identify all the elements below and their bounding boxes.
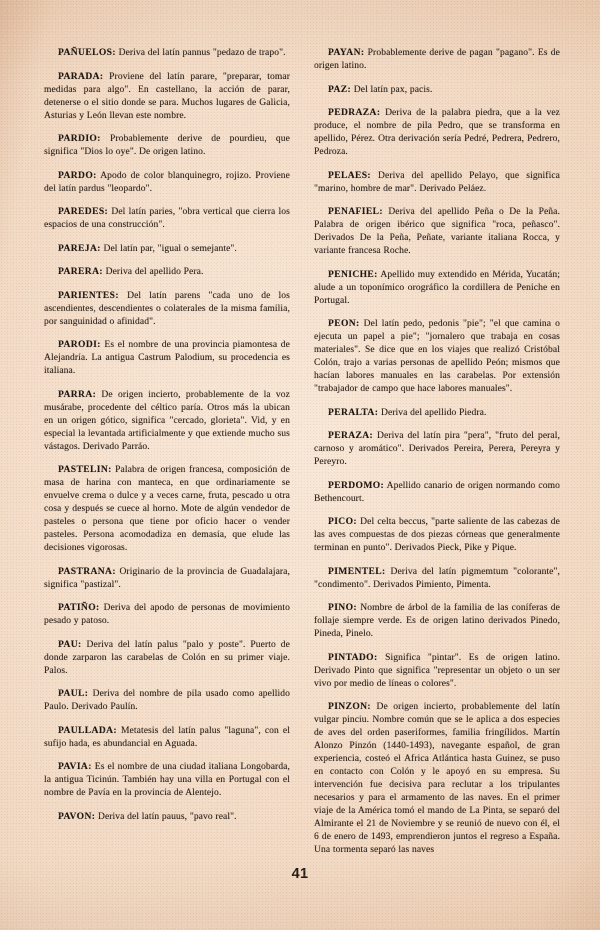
entry-headword: PASTELIN: [58, 464, 112, 475]
dictionary-entry [44, 388, 290, 453]
entry-definition: Deriva del latín palus "palo y poste". Puerto de donde zarparon las carabelas de Colón en su primer viaje. Palos. [44, 638, 290, 676]
entry-definition: Probablemente derive de pourdieu, que significa "Dios lo oye". De origen latino. [44, 133, 290, 157]
dictionary-entry [44, 132, 290, 158]
entry-definition: Deriva del apellido Pera. [102, 266, 204, 277]
entry-headword: PINO: [328, 602, 357, 613]
entry-definition: Originario de la provincia de Guadalajara, significa "pastizal". [44, 565, 290, 590]
entry-definition: Probablemente derive de pagan "pagano". Es de origen latino. [314, 47, 560, 71]
dictionary-entry [44, 289, 290, 328]
entry-headword: PAVIA: [58, 761, 92, 772]
dictionary-entry [44, 70, 290, 122]
dictionary-entry [314, 479, 560, 505]
dictionary-entry [44, 687, 290, 713]
entry-definition: Deriva del latín pira "pera", "fruto del peral, carnoso y aromático". Derivados Pereira, Perera, Pereyra y Pereyro. [314, 430, 560, 467]
dictionary-entry [314, 515, 560, 554]
entry-definition: Apellido muy extendido en Mérida, Yucatán; alude a un toponímico orográfico la cordillera de Peniche en Portugal. [314, 268, 560, 306]
entry-headword: PEON: [328, 318, 360, 329]
entry-headword: PENAFIEL: [328, 206, 383, 217]
entry-definition: De origen incierto, probablemente del latín vulgar pinciu. Nombre común que se le aplica a dos especies de aves del orden paseriformes, familia fringílidos. Martín Alonzo Pinzón (1440-1493), navegante español, de gran experiencia, costeó el Africa Atlántica hasta Guinez, se puso en contacto con Colón y le apoyó en su empresa. Su intervención fue decisiva para reclutar a los tripulantes necesarios y para el armamento de las naves. En el primer viaje de la América tomó el mando de La Pinta, se separó del Almirante el 21 de Noviembre y se reunió de nuevo con él, el 6 de enero de 1493, emprendieron juntos el regreso a España. Una tormenta separó las naves [314, 701, 560, 855]
entry-headword: PAREJA: [58, 242, 101, 254]
dictionary-entry [314, 46, 560, 72]
entry-definition: Del latín pax, pacis. [351, 83, 433, 95]
two-column-text-body [44, 46, 560, 855]
entry-definition: Metatesis del latín palus "laguna", con el sufijo hada, es abundancial en Aguada. [44, 724, 290, 749]
entry-headword: PARODI: [58, 339, 101, 350]
entry-definition: Deriva de la palabra piedra, que a la vez produce, el nombre de pila Pedro, que se transforma en apellido, Pérez. Otra derivación sería Pedré, Pedrera, Pedrero, Pedroza. [314, 107, 560, 157]
entry-headword: PARRA: [58, 388, 97, 400]
dictionary-entry [314, 83, 560, 96]
entry-definition: Del celta beccus, "parte saliente de las cabezas de las aves compuestas de dos piezas córneas que generalmente terminan en punto". Derivados Pieck, Pike y Pique. [314, 516, 560, 553]
entry-headword: PAULLADA: [58, 724, 117, 736]
dictionary-entry [314, 205, 560, 257]
entry-headword: PINTADO: [328, 651, 378, 663]
entry-headword: PAU: [58, 638, 82, 650]
dictionary-entry [44, 760, 290, 799]
entry-definition: De origen incierto, probablemente de la voz musárabe, procedente del céltico paría. Otros más la ubican en un origen gótico, significa "cercado, glorieta". Vid, y en especial la levantada artificialmente y que extiende mucho sus vástagos. Derivado Parráo. [44, 388, 290, 452]
entry-definition: Deriva del apellido Piedra. [378, 406, 487, 418]
dictionary-entry [44, 724, 290, 750]
entry-definition: Del latín paries, "obra vertical que cierra los espacios de una construcción". [44, 206, 290, 230]
entry-headword: PARERA: [58, 266, 103, 277]
entry-headword: PERDOMO: [328, 479, 385, 491]
dictionary-entry [44, 565, 290, 591]
dictionary-entry [44, 265, 290, 278]
entry-definition: Palabra de origen francesa, composición de masa de harina con manteca, en que ordinariamente se envuelve crema o dulce y a veces carne, fruta, pescado u otra cosa y después se cuece al horno. Mote de algún vendedor de pasteles o persona que tiene por oficio hacer o vender pasteles. Persona acomodadiza en demasía, que elude las decisiones vigorosas. [44, 464, 290, 553]
dictionary-entry [314, 106, 560, 158]
entry-headword: PASTRANA: [58, 565, 116, 577]
dictionary-entry [44, 205, 290, 231]
entry-definition: Del latín pedo, pedonis "pie"; "el que camina o ejecuta un papel a pie"; "jornalero que trabaja en cosas materiales". Se dice que en los viajes que realizó Cristóbal Colón, trajo a varias personas de apellido Peón; mismos que hacían labores manuales en las carabelas. Por extensión "trabajador de campo que hace labores manuales". [314, 318, 560, 394]
dictionary-entry [44, 601, 290, 627]
entry-headword: PERALTA: [328, 406, 379, 418]
entry-definition: Del latín par, "igual o semejante". [100, 242, 237, 254]
entry-definition: Deriva del apellido Pelayo, que significa "marino, hombre de mar". Derivado Peláez. [314, 169, 560, 194]
right-column [314, 46, 560, 855]
dictionary-entry [44, 169, 290, 195]
dictionary-entry [44, 810, 290, 823]
entry-headword: PARDIO: [58, 133, 101, 144]
entry-headword: PARADA: [58, 70, 104, 82]
entry-headword: PAVON: [58, 810, 96, 822]
entry-definition: Del latín parens "cada uno de los ascendientes, descendientes o colaterales de la misma familia, por sanguinidad o afinidad". [44, 289, 290, 327]
dictionary-entry [44, 46, 290, 59]
dictionary-entry [314, 317, 560, 395]
entry-definition: Deriva del latín pauus, "pavo real". [95, 810, 237, 822]
dictionary-entry [44, 638, 290, 677]
entry-headword: PELAES: [328, 169, 371, 181]
dictionary-entry [314, 700, 560, 856]
entry-definition: Proviene del latín parare, "preparar, tomar medidas para algo". En castellano, la acción de parar, detenerse o el sitio donde se para. Muchos lugares de Galicia, Asturias y León llevan este nombre. [44, 70, 290, 121]
entry-headword: PARIENTES: [58, 289, 119, 301]
dictionary-entry [314, 268, 560, 307]
entry-definition: Nombre de árbol de la familia de las coníferas de follaje siempre verde. Es de origen latino derivados Pinedo, Pineda, Pinelo. [314, 602, 560, 639]
entry-definition: Deriva del nombre de pila usado como apellido Paulo. Derivado Paulín. [44, 688, 290, 712]
dictionary-entry [314, 601, 560, 640]
entry-definition: Es el nombre de una ciudad italiana Longobarda, la antigua Ticinún. También hay una villa en Portugal con el nombre de Pavía en la provincia de Alentejo. [44, 761, 290, 798]
dictionary-entry [44, 242, 290, 255]
entry-definition: Deriva del latín pigmemtum "colorante", "condimento". Derivados Pimiento, Pimenta. [314, 565, 560, 590]
dictionary-entry [314, 406, 560, 419]
dictionary-entry [314, 169, 560, 195]
dictionary-entry [314, 429, 560, 468]
left-column [44, 46, 290, 836]
dictionary-entry [314, 651, 560, 690]
entry-definition: Apellido canario de origen normando como Bethencourt. [314, 479, 560, 504]
entry-headword: PAÑUELOS: [58, 47, 116, 58]
entry-definition: Significa "pintar". Es de origen latino. Derivado Pinto que significa "representar un objeto o un ser vivo por medio de líneas o colores". [314, 651, 560, 689]
entry-headword: PAYAN: [328, 47, 365, 58]
entry-headword: PICO: [328, 516, 357, 527]
dictionary-entry [44, 463, 290, 554]
entry-headword: PAUL: [58, 688, 89, 699]
entry-headword: PEDRAZA: [328, 107, 381, 118]
entry-headword: PARDO: [58, 169, 97, 181]
entry-definition: Es el nombre de una provincia piamontesa de Alejandría. La antigua Castrum Palodium, su procedencia es italiana. [44, 339, 290, 376]
entry-headword: PAREDES: [58, 206, 109, 217]
entry-headword: PENICHE: [328, 268, 378, 280]
entry-headword: PERAZA: [328, 430, 374, 441]
entry-headword: PAZ: [328, 83, 352, 95]
dictionary-entry [314, 565, 560, 591]
entry-headword: PATIÑO: [58, 602, 100, 613]
entry-definition: Deriva del apodo de personas de movimiento pesado y patoso. [44, 602, 290, 626]
entry-headword: PIMENTEL: [328, 565, 386, 577]
entry-definition: Deriva del apellido Peña o De la Peña. Palabra de origen ibérico que significa "roca, peñasco". Derivados De la Peña, Peñate, variante italiana Rocca, y variante francesa Roche. [314, 206, 560, 256]
entry-headword: PINZON: [328, 701, 371, 712]
dictionary-entry [44, 338, 290, 377]
page-number: 41 [291, 866, 309, 882]
entry-definition: Deriva del latín pannus "pedazo de trapo". [115, 47, 286, 58]
entry-definition: Apodo de color blanquinegro, rojizo. Proviene del latín pardus "leopardo". [44, 169, 290, 194]
